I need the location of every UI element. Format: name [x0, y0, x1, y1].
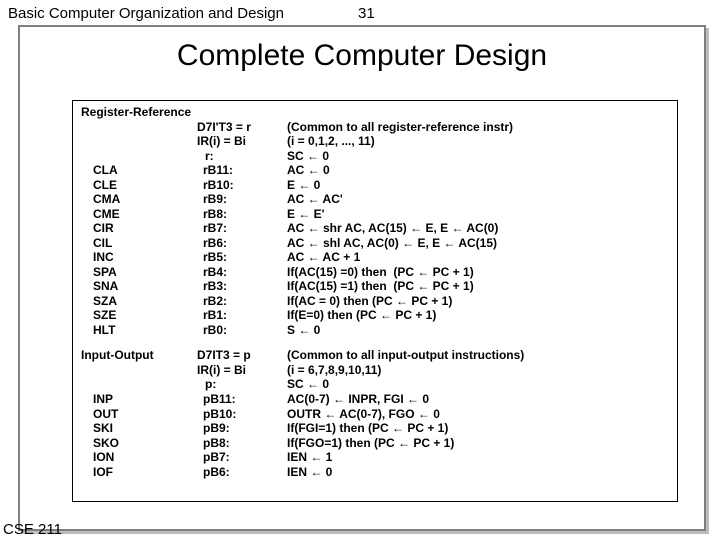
rr-bit: rB5: — [203, 250, 228, 264]
io-name: OUT — [93, 406, 119, 421]
slide-frame — [18, 25, 706, 531]
rr-condition-2: IR(i) = Bi — [197, 134, 247, 148]
rr-instruction-names — [93, 163, 120, 337]
rr-desc-2: (i = 0,1,2, ..., 11) — [287, 134, 375, 148]
io-condition-1: D7IT3 = p — [197, 348, 251, 362]
io-condition-3: p: — [205, 377, 217, 391]
io-name: ION — [93, 450, 115, 464]
io-bit: pB9: — [203, 421, 230, 435]
rr-op: If(AC(15) =1) then (PC ← PC + 1) — [287, 279, 474, 293]
content-box — [72, 100, 678, 502]
io-bit: pB11: — [203, 392, 236, 406]
io-name: SKO — [93, 435, 120, 450]
rr-desc-1: (Common to all register-reference instr) — [287, 120, 514, 134]
io-bit: pB8: — [203, 435, 230, 450]
io-bit-conditions — [203, 392, 236, 479]
rr-bit: rB10: — [203, 177, 234, 192]
rr-op: E ← 0 — [287, 177, 321, 192]
io-name: IOF — [93, 464, 113, 479]
io-bit: pB10: — [203, 406, 237, 421]
rr-op: If(AC(15) =0) then (PC ← PC + 1) — [287, 264, 474, 279]
io-condition-2: IR(i) = Bi — [197, 363, 247, 377]
rr-desc-3: SC ← 0 — [287, 149, 330, 163]
rr-name: SNA — [93, 279, 119, 293]
rr-name: SZA — [93, 293, 117, 308]
io-desc-2: (i = 6,7,8,9,10,11) — [287, 363, 382, 377]
io-op: IEN ← 0 — [287, 464, 333, 479]
rr-condition-3: r: — [205, 149, 214, 163]
rr-condition-1: D7I'T3 = r — [197, 120, 251, 134]
rr-op: AC ← shl AC, AC(0) ← E, E ← AC(15) — [287, 235, 498, 250]
rr-operations — [287, 163, 498, 337]
rr-bit: rB0: — [203, 322, 228, 337]
rr-op: If(AC = 0) then (PC ← PC + 1) — [287, 293, 453, 308]
rr-bit: rB9: — [203, 192, 228, 206]
io-op: OUTR ← AC(0-7), FGO ← 0 — [287, 406, 440, 421]
rr-bit: rB7: — [203, 221, 228, 235]
course-title: Basic Computer Organization and Design — [8, 5, 284, 22]
rr-bit: rB4: — [203, 264, 228, 279]
io-instruction-names — [93, 392, 119, 479]
io-bit: pB7: — [203, 450, 230, 464]
rr-name: SZE — [93, 308, 117, 322]
rr-op: AC ← AC' — [287, 192, 343, 206]
slide-title: Complete Computer Design — [176, 39, 548, 72]
io-name: INP — [93, 392, 114, 406]
rr-name: INC — [93, 250, 114, 264]
rr-name: CME — [93, 206, 120, 221]
register-reference-heading: Register-Reference — [81, 105, 192, 119]
io-op: If(FGO=1) then (PC ← PC + 1) — [287, 435, 455, 450]
rr-op: AC ← AC + 1 — [287, 250, 361, 264]
rr-op: E ← E' — [287, 206, 325, 221]
io-op: AC(0-7) ← INPR, FGI ← 0 — [287, 392, 430, 406]
io-name: SKI — [93, 421, 114, 435]
rr-op: If(E=0) then (PC ← PC + 1) — [287, 308, 437, 322]
rr-bit: rB8: — [203, 206, 228, 221]
rr-name: CIL — [93, 235, 113, 250]
rr-bit-conditions — [203, 163, 234, 337]
io-op: IEN ← 1 — [287, 450, 333, 464]
rr-name: CLA — [93, 163, 118, 177]
io-op: If(FGI=1) then (PC ← PC + 1) — [287, 421, 449, 435]
rr-bit: rB3: — [203, 279, 228, 293]
page-number: 31 — [358, 5, 375, 22]
rr-op: AC ← shr AC, AC(15) ← E, E ← AC(0) — [287, 221, 499, 235]
rr-bit: rB1: — [203, 308, 228, 322]
input-output-heading: Input-Output — [81, 348, 154, 362]
rr-name: HLT — [93, 322, 116, 337]
rr-name: CIR — [93, 221, 114, 235]
rr-name: CMA — [93, 192, 121, 206]
rr-bit: rB6: — [203, 235, 228, 250]
rr-op: AC ← 0 — [287, 163, 330, 177]
io-bit: pB6: — [203, 464, 230, 479]
course-code: CSE 211 — [3, 521, 62, 538]
io-desc-3: SC ← 0 — [287, 377, 330, 391]
rr-bit: rB2: — [203, 293, 228, 308]
io-desc-1: (Common to all input-output instructions) — [287, 348, 525, 362]
rr-bit: rB11: — [203, 163, 234, 177]
io-operations — [287, 392, 454, 479]
rr-op: S ← 0 — [287, 322, 321, 337]
rr-name: CLE — [93, 177, 117, 192]
rr-name: SPA — [93, 264, 117, 279]
